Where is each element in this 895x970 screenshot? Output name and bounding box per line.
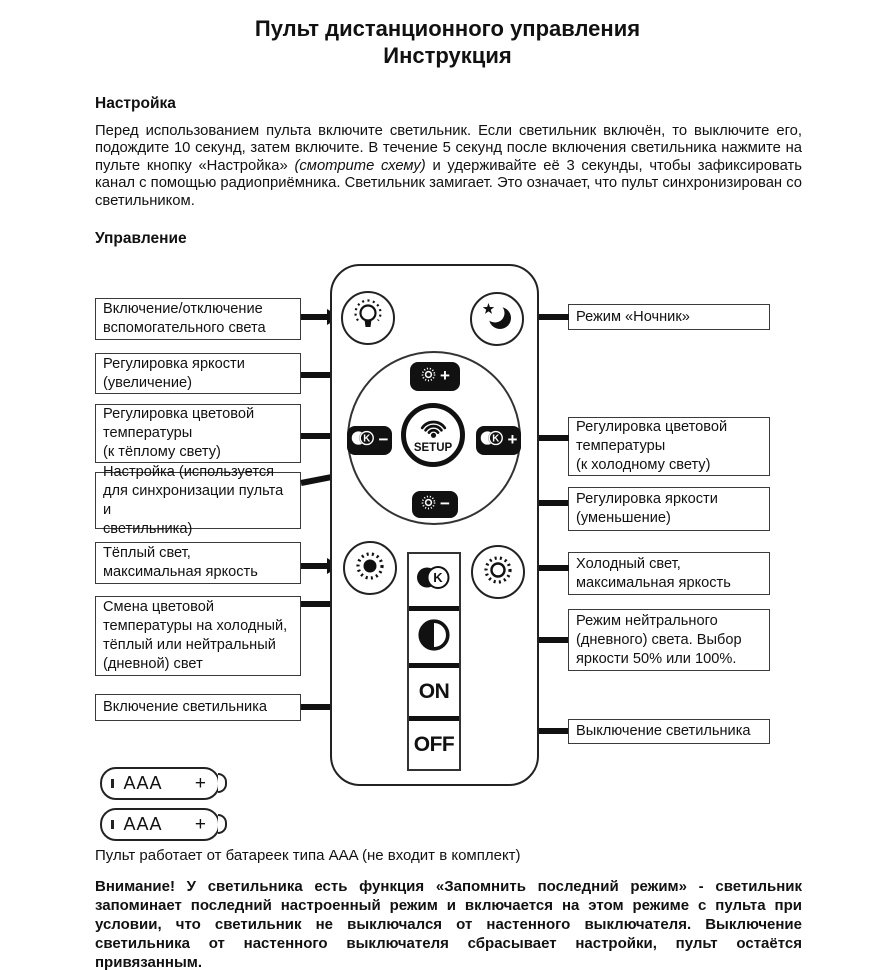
remote-button-strip <box>407 552 461 771</box>
arrow-aux-light <box>301 314 328 320</box>
battery-terminal-nub <box>218 814 227 834</box>
star-crescent-icon <box>477 297 517 342</box>
brightness-down-button <box>412 491 458 518</box>
battery-note: Пульт работает от батареек типа AAA (не входит в комплект) <box>95 847 521 864</box>
callout-kelvin-cycle: Смена цветовой температуры на холодный, тёплый или нейтральный (дневной) свет <box>95 596 301 676</box>
setup-paragraph-part1: Перед использованием пульта включите светильник. Если светильник включён, то выключите его, подождите 10 секунд, затем включите. В течение 5 секунд после включения светильника нажмите на пульте кнопку «Настройка» <box>95 123 802 174</box>
warm-max-button <box>343 541 397 595</box>
arrow-warm-max <box>301 563 328 569</box>
callout-lamp-on: Включение светильника <box>95 694 301 721</box>
kelvin-letter: K <box>362 433 370 445</box>
kelvin-minus-button <box>347 426 392 455</box>
minus-sign: − <box>378 430 389 449</box>
callout-kelvin-warm: Регулировка цветовой температуры (к тёплому свету) <box>95 404 301 463</box>
minus-sign: − <box>440 494 450 513</box>
half-circle-icon <box>416 617 452 658</box>
setup-button <box>401 403 465 467</box>
callout-brightness-down: Регулировка яркости (уменьшение) <box>568 487 770 531</box>
arrow-cold-max <box>538 565 569 571</box>
neutral-mode-button <box>409 611 459 663</box>
sun-filled-icon <box>350 546 390 591</box>
page-title <box>0 15 895 69</box>
setup-paragraph-part2: и удерживайте её 3 секунды, чтобы зафиксировать канал с помощью радиоприёмника. Светильник замигает. Это означает, что пульт синхронизирован со светильником. <box>95 157 803 209</box>
warning-paragraph: Внимание! У светильника есть функция «Запомнить последний режим» - светильник запоминает последний настроенный режим и включается на этом режиме с пульта при условии, что светильник не выключался от настенного выключателя. Выключение светильника от настенного выключателя сбрасывает настройки, пульт остаётся привязанным. <box>95 878 802 970</box>
wifi-icon <box>417 417 450 443</box>
brightness-up-button <box>410 362 460 391</box>
callout-warm-max: Тёплый свет, максимальная яркость <box>95 542 301 584</box>
battery-minus-terminal <box>111 779 114 788</box>
battery-plus-terminal: + <box>194 813 206 835</box>
kelvin-plus-icon <box>480 428 505 453</box>
battery-aaa <box>100 767 220 800</box>
night-mode-button <box>470 292 524 346</box>
callout-neutral-mode: Режим нейтрального (дневного) света. Выбор яркости 50% или 100%. <box>568 609 770 671</box>
callout-brightness-up: Регулировка яркости (увеличение) <box>95 353 301 394</box>
arrow-night-mode <box>536 314 569 320</box>
page-title-line1: Пульт дистанционного управления <box>254 16 641 41</box>
kelvin-plus-button <box>476 426 521 455</box>
on-button: ON <box>418 680 450 703</box>
kelvin-cycle-button <box>409 554 459 606</box>
setup-heading: Настройка <box>95 95 176 112</box>
sun-minus-icon <box>420 494 437 516</box>
setup-label: SETUP <box>413 441 453 454</box>
callout-kelvin-cold: Регулировка цветовой температуры (к холодному свету) <box>568 417 770 476</box>
bulb-rays-icon <box>348 296 388 341</box>
plus-sign: + <box>507 430 518 449</box>
plus-sign: + <box>440 366 450 385</box>
kelvin-minus-icon <box>351 428 376 453</box>
off-button: OFF <box>413 733 455 756</box>
sun-plus-icon <box>420 366 437 388</box>
battery-label: AAA <box>123 773 163 793</box>
callout-night-mode: Режим «Ночник» <box>568 304 770 330</box>
kelvin-letter: K <box>491 433 499 445</box>
battery-aaa <box>100 808 220 841</box>
battery-terminal-nub <box>218 773 227 793</box>
callout-cold-max: Холодный свет, максимальная яркость <box>568 552 770 595</box>
callout-setup: Настройка (используется для синхронизации пульта и светильника) <box>95 472 301 529</box>
page-title-line2: Инструкция <box>383 43 512 68</box>
kelvin-icon <box>415 564 453 596</box>
kelvin-letter: K <box>433 570 443 585</box>
battery-plus-terminal: + <box>194 772 206 794</box>
sun-outline-icon <box>478 550 518 595</box>
setup-paragraph <box>95 123 802 210</box>
battery-minus-terminal <box>111 820 114 829</box>
aux-light-button <box>341 291 395 345</box>
callout-lamp-off: Выключение светильника <box>568 719 770 744</box>
callout-aux-light: Включение/отключение вспомогательного света <box>95 298 301 340</box>
setup-paragraph-italic: (смотрите схему) <box>294 157 426 174</box>
battery-label: AAA <box>123 814 163 834</box>
control-heading: Управление <box>95 230 187 247</box>
cold-max-button <box>471 545 525 599</box>
